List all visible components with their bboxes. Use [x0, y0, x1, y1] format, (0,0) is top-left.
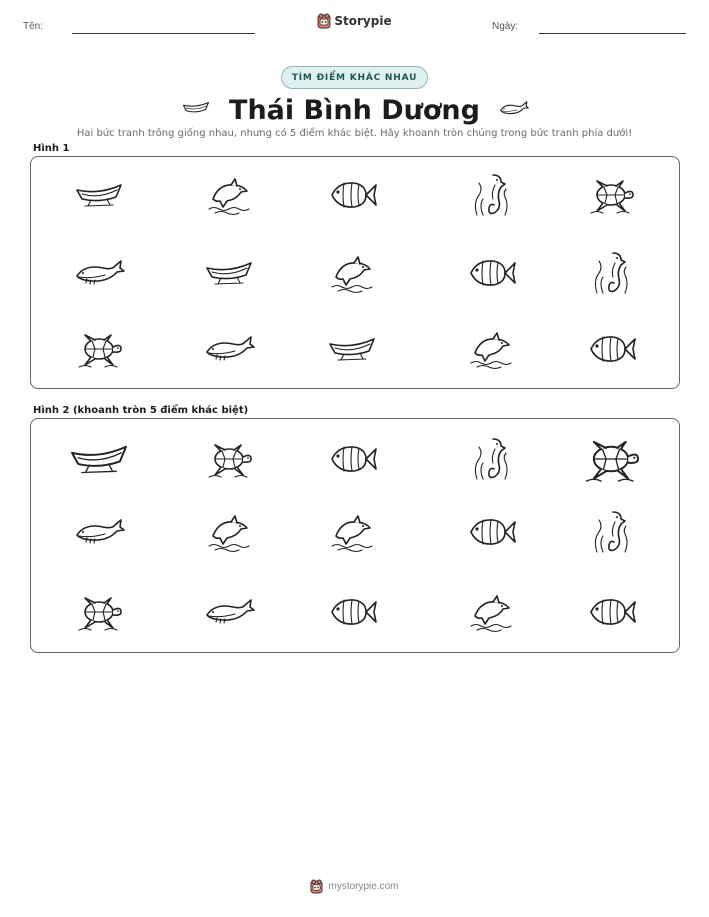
picture-1-panel[interactable] [30, 156, 680, 389]
picture-2-label: Hình 2 (khoanh tròn 5 điểm khác biệt) [33, 405, 249, 416]
turtle-icon [571, 432, 651, 486]
footer [0, 879, 709, 894]
instructions: Hai bức tranh trông giống nhau, nhưng có 5 điểm khác biệt. Hãy khoanh tròn chúng trong bức tranh phía dưới! [76, 128, 633, 139]
picture-1-cell-3-5[interactable] [585, 327, 637, 371]
picture-1-cell-3-2[interactable] [203, 327, 255, 371]
fish-icon [326, 590, 378, 634]
storypie-footer-logo-icon [310, 879, 323, 894]
activity-badge: TÌM ĐIỂM KHÁC NHAU [281, 66, 428, 89]
picture-1-cell-1-5[interactable] [585, 173, 637, 217]
storypie-logo-icon [317, 13, 331, 29]
picture-1-cell-1-2[interactable] [203, 173, 255, 217]
page-title: Thái Bình Dương [229, 94, 480, 126]
date-line [539, 33, 686, 34]
whale-icon [73, 251, 125, 295]
picture-1-cell-3-3[interactable] [326, 327, 378, 371]
picture-2-cell-1-2[interactable] [203, 437, 255, 481]
brand-name: Storypie [334, 14, 392, 28]
fish-icon [585, 590, 637, 634]
picture-2-cell-2-2[interactable] [203, 510, 255, 554]
picture-1-cell-1-3[interactable] [326, 173, 378, 217]
picture-1-cell-2-3[interactable] [326, 251, 378, 295]
dolphin-icon [326, 251, 378, 295]
picture-2-cell-2-3[interactable] [326, 510, 378, 554]
canoe-icon [326, 327, 378, 371]
picture-2-cell-1-5[interactable] [571, 432, 651, 486]
name-line [72, 33, 255, 34]
picture-2-cell-1-1[interactable] [59, 432, 139, 486]
fish-icon [326, 173, 378, 217]
canoe-icon [73, 173, 125, 217]
dolphin-icon [203, 173, 255, 217]
picture-1-label: Hình 1 [33, 143, 70, 154]
seahorse-icon [465, 173, 517, 217]
turtle-icon [73, 327, 125, 371]
fish-icon [326, 437, 378, 481]
seahorse-icon [585, 510, 637, 554]
canoe-icon [203, 251, 255, 295]
picture-2-cell-2-1[interactable] [73, 510, 125, 554]
turtle-icon [73, 590, 125, 634]
picture-1-cell-2-1[interactable] [73, 251, 125, 295]
name-label: Tên: [23, 21, 44, 32]
turtle-icon [585, 173, 637, 217]
picture-1-cell-3-4[interactable] [465, 327, 517, 371]
seahorse-icon [465, 437, 517, 481]
whale-icon [203, 327, 255, 371]
picture-1-cell-3-1[interactable] [73, 327, 125, 371]
picture-2-cell-3-2[interactable] [203, 590, 255, 634]
date-label: Ngày: [492, 21, 519, 32]
picture-2-cell-3-4[interactable] [465, 590, 517, 634]
picture-1-cell-2-2[interactable] [203, 251, 255, 295]
storypie-brand [0, 13, 709, 29]
picture-1-cell-1-1[interactable] [73, 173, 125, 217]
picture-2-cell-2-5[interactable] [585, 510, 637, 554]
title-canoe-icon [179, 99, 213, 121]
picture-2-cell-2-4[interactable] [465, 510, 517, 554]
whale-icon [203, 590, 255, 634]
dolphin-icon [465, 327, 517, 371]
picture-1-cell-2-4[interactable] [465, 251, 517, 295]
turtle-icon [203, 437, 255, 481]
picture-2-cell-1-3[interactable] [326, 437, 378, 481]
title-whale-icon [496, 99, 530, 121]
fish-icon [585, 327, 637, 371]
picture-1-cell-2-5[interactable] [585, 251, 637, 295]
picture-2-cell-3-5[interactable] [585, 590, 637, 634]
footer-site: mystorypie.com [328, 881, 399, 892]
dolphin-icon [326, 510, 378, 554]
canoe-icon [59, 432, 139, 486]
whale-icon [73, 510, 125, 554]
picture-1-cell-1-4[interactable] [465, 173, 517, 217]
picture-2-cell-3-1[interactable] [73, 590, 125, 634]
picture-2-cell-1-4[interactable] [465, 437, 517, 481]
seahorse-icon [585, 251, 637, 295]
dolphin-icon [465, 590, 517, 634]
picture-2-panel[interactable] [30, 418, 680, 653]
fish-icon [465, 251, 517, 295]
fish-icon [465, 510, 517, 554]
picture-2-cell-3-3[interactable] [326, 590, 378, 634]
dolphin-icon [203, 510, 255, 554]
